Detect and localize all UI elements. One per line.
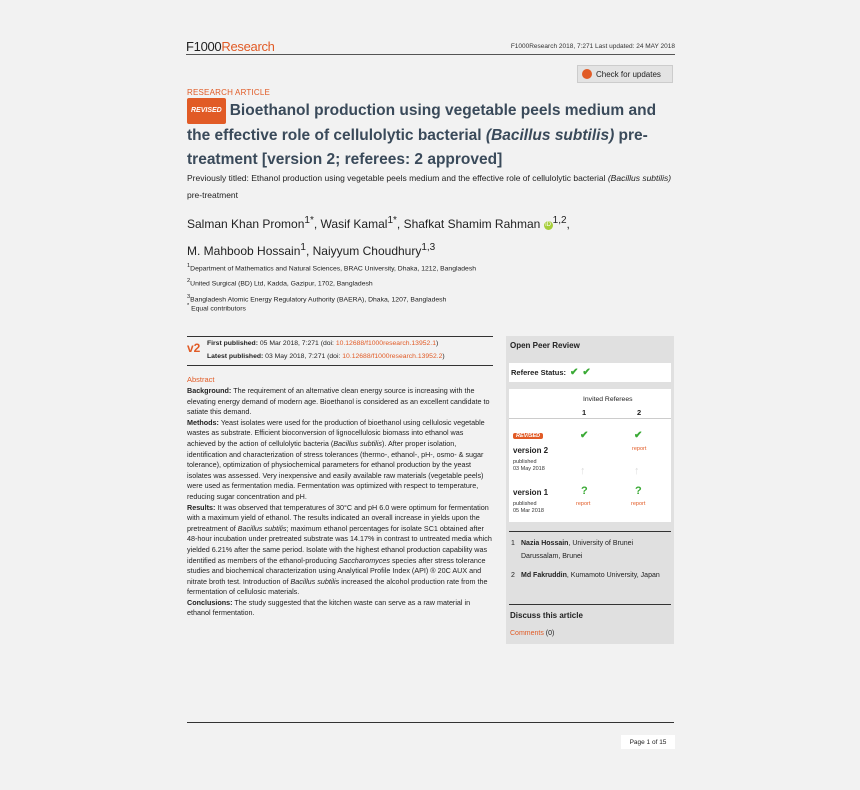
first-published	[207, 340, 438, 347]
title-italic: (Bacillus subtilis)	[485, 127, 615, 144]
results-text-2: ; maximum ethanol percentages for isolate SC1 obtained after 48-hour incubation under pretreated substrate was 14.17% in contrast to untreated media which yielded 6.21% after the same period. Isolate with the highest ethanol production capability was identified as members of the ethanol-producing	[187, 523, 492, 565]
version-label: v2	[187, 341, 201, 355]
equal-mark: *	[187, 303, 190, 309]
pub-divider-bottom	[187, 365, 493, 366]
paren: )	[435, 340, 439, 347]
abstract-body	[187, 386, 492, 619]
article-type: RESEARCH ARTICLE	[187, 88, 271, 97]
logo-f1000-text: F1000	[186, 39, 222, 54]
previous-title	[187, 170, 677, 204]
referee-info	[521, 569, 671, 582]
first-doi-link[interactable]: 10.12688/f1000research.13952.1	[335, 340, 436, 347]
methods-text-1: Yeast isolates were used for the production of bioethanol using cellulosic vegetable wastes as substrate. Efficient bioconversion of lignocellulosic biomass into ethanol was achieved by the action of cellulolytic bacteria (	[187, 417, 485, 448]
approved-check-icon: ✔	[634, 430, 643, 441]
referees-divider	[509, 531, 671, 532]
affiliation-item	[187, 291, 677, 306]
article-title	[187, 98, 677, 172]
paren: )	[442, 353, 445, 360]
crossmark-icon	[582, 69, 592, 79]
referee-name[interactable]: Md Fakruddin	[521, 572, 567, 579]
abstract-methods	[187, 418, 492, 503]
conclusions-text: The study suggested that the kitchen waste can serve as a raw material in ethanol fermentation.	[187, 597, 471, 618]
v2-date: 03 May 2018	[513, 466, 545, 472]
abstract-heading: Abstract	[187, 375, 215, 384]
affil-text: Department of Mathematics and Natural Sciences, BRAC University, Dhaka, 1212, Bangladesh	[190, 265, 477, 273]
v1-published	[513, 501, 544, 515]
results-label: Results:	[187, 502, 216, 512]
revised-badge: REVISED	[187, 98, 226, 124]
referee-1	[511, 537, 669, 565]
results-text-1: It was observed that temperatures of 30°C and pH 6.0 were optimum for fermentation with a maximum yield of ethanol. The results indicated an overall increase in yields upon the pretreatment of	[187, 502, 489, 533]
latest-published-label: Latest published:	[207, 353, 264, 360]
affil-sup: 2	[187, 278, 191, 285]
approved-reservations-icon: ?	[581, 485, 588, 497]
approved-check-icon: ✔	[580, 430, 589, 441]
version-2-label: version 2	[513, 446, 549, 455]
results-italic: Bacillus subtilis	[237, 523, 287, 533]
title-text-2: pre-treatment [version 2; referees: 2 approved]	[187, 127, 648, 168]
orcid-icon[interactable]: iD	[545, 222, 551, 228]
f1000research-logo	[186, 39, 275, 54]
conclusions-label: Conclusions:	[187, 597, 233, 607]
latest-published-text: 03 May 2018, 7:271 (doi:	[263, 353, 343, 360]
referee-status	[509, 363, 671, 382]
methods-text-2: ). After proper isolation, identification and characterization of stress tolerances (thermo-, ethanol-, pH-, osmo- & sugar tolerance), optimization of physiochemical parameters for ethanol production by the yeast isolates was assessed. Very inexpensive and easily available raw materials (vegetable peels) were used as fermentation media. Fermentation was optimized with respect to temperature, reducing sugar concentration and pH.	[187, 438, 484, 501]
prev-title-italic: (Bacillus subtilis)	[607, 173, 672, 183]
report-link[interactable]: report	[576, 501, 591, 507]
title-text-1: Bioethanol production using vegetable peels medium and the effective role of cellulolytic bacterial	[187, 102, 657, 144]
affil-text: Bangladesh Atomic Energy Regulatory Authority (BAERA), Dhaka, 1207, Bangladesh	[190, 295, 447, 303]
referee-affil: , University of Brunei Darussalam, Brunei	[521, 540, 634, 560]
approved-reservations-icon: ?	[635, 485, 642, 497]
results-italic: Saccharomyces	[338, 555, 390, 565]
open-peer-review-title: Open Peer Review	[510, 341, 580, 350]
author-sup: 1,2	[552, 215, 567, 226]
equal-contributors-note	[187, 303, 246, 312]
check-icon: ✔	[582, 367, 591, 378]
comments	[510, 630, 554, 637]
discuss-heading: Discuss this article	[510, 611, 583, 620]
referee-affil: , Kumamoto University, Japan	[566, 572, 660, 579]
first-published-text: 05 Mar 2018, 7:271 (doi:	[257, 340, 336, 347]
author[interactable]: Naiyyum Choudhury	[312, 244, 422, 258]
referee-info	[521, 537, 671, 563]
footer-divider	[187, 722, 674, 723]
pub-divider-top	[187, 336, 493, 337]
page-number: Page 1 of 15	[621, 735, 675, 749]
author-sup: 1*	[304, 215, 314, 226]
check-updates-label: Check for updates	[596, 69, 661, 79]
author-sup: 1*	[387, 215, 397, 226]
author[interactable]: Salman Khan Promon	[187, 217, 305, 231]
check-for-updates-button[interactable]	[577, 65, 673, 83]
v2-published-label: published	[513, 459, 537, 465]
background-label: Background:	[187, 386, 232, 395]
author-list: Salman Khan Promon$^{1*}$, Wasif Kamal$^{1*}$, Shafkat Shamim Rahman iD $^{1,2}$, M. Mahboob Hossain$^1$, Naiyyum Choudhury$^{1,3}$	[187, 215, 570, 258]
affil-text: United Surgical (BD) Ltd, Kadda, Gazipur, 1702, Bangladesh	[190, 280, 373, 288]
discuss-divider	[509, 604, 671, 605]
referee-col-1: 1	[582, 408, 587, 417]
referee-status-label: Referee Status:	[511, 368, 567, 377]
affiliation-item	[187, 260, 677, 275]
author-sup: 1,3	[421, 242, 436, 253]
results-italic: Bacillus subtilis	[290, 576, 340, 586]
affil-sup: 3	[187, 293, 191, 300]
table-header-divider	[509, 418, 671, 419]
header-citation: F1000Research 2018, 7:271 Last updated: 24 MAY 2018	[510, 43, 675, 50]
latest-published	[207, 353, 445, 360]
v2-published	[513, 459, 545, 473]
affil-sup: 1	[187, 263, 191, 269]
up-arrow-icon: ↑	[580, 465, 586, 477]
methods-italic: Bacillus subtilis	[333, 438, 382, 448]
author[interactable]: Shafkat Shamim Rahman	[403, 217, 541, 231]
revised-badge-small: REVISED	[513, 433, 543, 439]
invited-referees-label: Invited Referees	[583, 396, 633, 403]
equal-text: Equal contributors	[191, 305, 246, 313]
results-text-4: increased the alcohol production rate from the fermentation of cellulosic materials.	[187, 576, 488, 597]
affiliations	[187, 260, 677, 306]
background-text: The requirement of an alternative clean energy source is increasing with the elevating energy demand of modern age. Bioethanol is considered as an excellent candidate to satiate this demand.	[187, 386, 490, 417]
abstract-conclusions	[187, 598, 492, 619]
check-icon: ✔	[570, 367, 579, 378]
up-arrow-icon: ↑	[634, 465, 640, 477]
v1-published-label: published	[513, 501, 537, 507]
header-divider	[186, 54, 675, 55]
logo-research-text: Research	[221, 39, 275, 54]
prev-title-text-2: pre-treatment	[187, 190, 239, 200]
prev-title-text-1: Previously titled: Ethanol production using vegetable peels medium and the effective role of cellulolytic bacterial	[187, 173, 608, 183]
latest-doi-link[interactable]: 10.12688/f1000research.13952.2	[342, 353, 443, 360]
v1-date: 05 Mar 2018	[513, 508, 544, 514]
referee-2	[511, 569, 669, 597]
abstract-results	[187, 503, 492, 598]
referee-num: 2	[511, 572, 515, 579]
author[interactable]: M. Mahboob Hossain	[187, 244, 301, 258]
report-link[interactable]: report	[632, 446, 647, 452]
comments-count: (0)	[543, 630, 555, 637]
referee-num: 1	[511, 540, 515, 547]
comments-link[interactable]: Comments	[510, 630, 544, 637]
first-published-label: First published:	[207, 340, 258, 347]
referee-name[interactable]: Nazia Hossain	[521, 540, 569, 547]
results-text-3: species after stress tolerance studies and biochemical characterization using Analytical Profile Index (API) ® 20C AUX and nitrate broth test. Introduction of	[187, 555, 486, 586]
referee-col-2: 2	[637, 408, 642, 417]
author[interactable]: Wasif Kamal	[320, 217, 388, 231]
author-sup: 1	[300, 242, 306, 253]
abstract-background	[187, 386, 492, 418]
affiliation-item	[187, 275, 677, 290]
version-1-label: version 1	[513, 488, 549, 497]
report-link[interactable]: report	[631, 501, 646, 507]
methods-label: Methods:	[187, 417, 219, 427]
